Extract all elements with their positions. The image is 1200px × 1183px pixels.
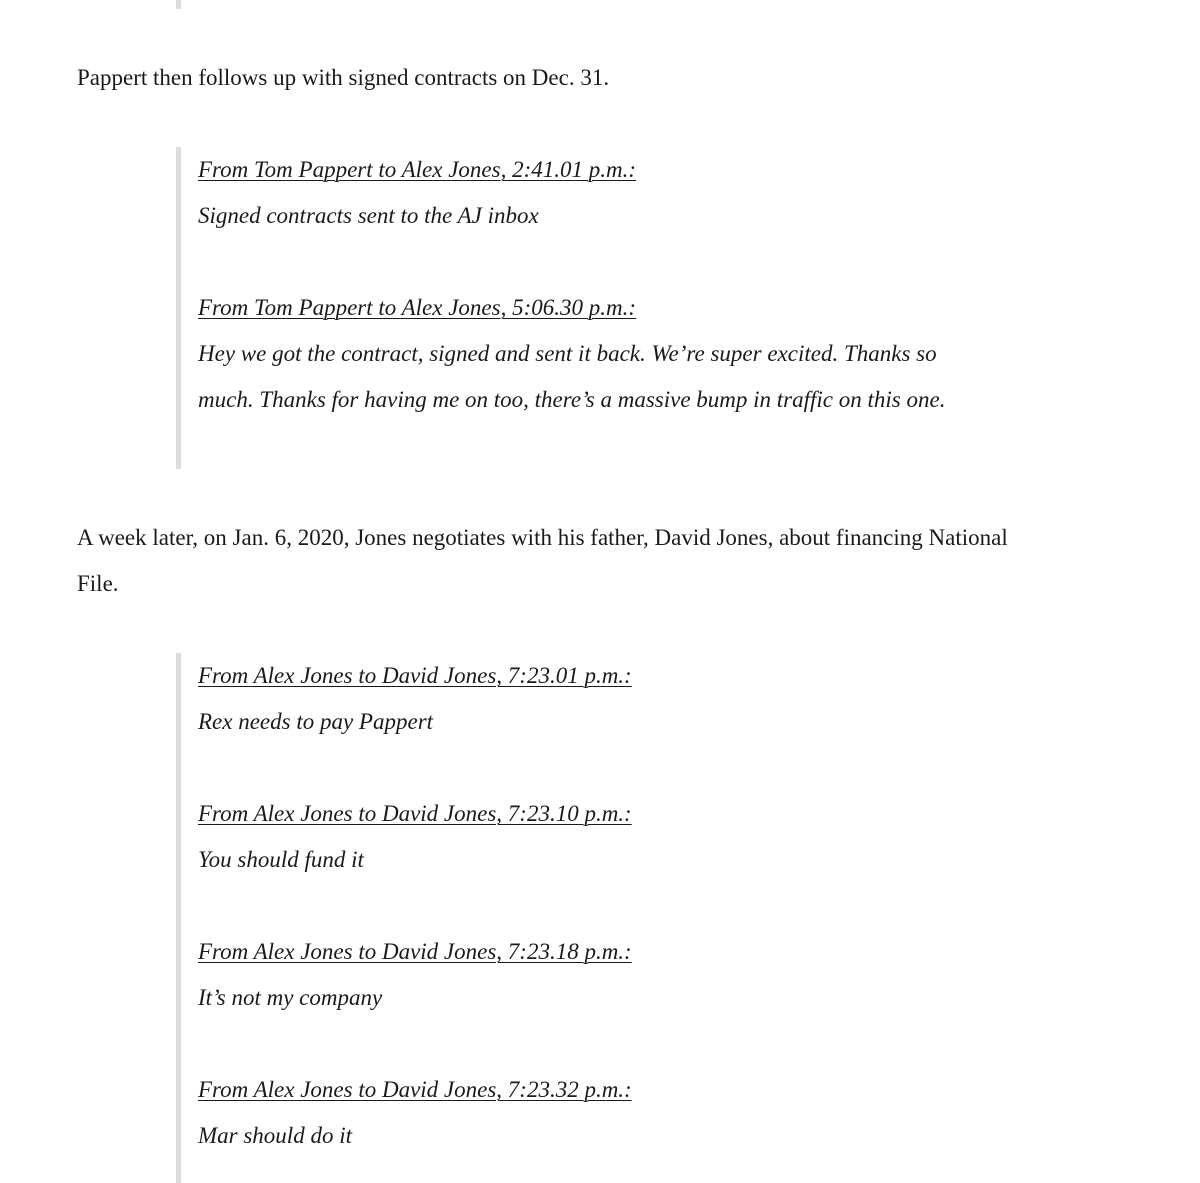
message-item: [198, 285, 1006, 423]
message-body: Hey we got the contract, signed and sent it back. We’re super excited. Thanks so much. Thanks for having me on too, there’s a massive bump in traffic on this one.: [198, 341, 946, 412]
paragraph-jan-negotiation: A week later, on Jan. 6, 2020, Jones negotiates with his father, David Jones, about financing National File.: [77, 525, 1008, 596]
paragraph-signed-contracts: Pappert then follows up with signed contracts on Dec. 31.: [77, 65, 610, 90]
message-item: [198, 929, 1006, 1021]
message-header-link[interactable]: From Tom Pappert to Alex Jones, 5:06.30 p.m.:: [198, 295, 637, 320]
message-body: Rex needs to pay Pappert: [198, 709, 434, 734]
message-header-link[interactable]: From Alex Jones to David Jones, 7:23.18 p.m.:: [198, 939, 632, 964]
message-header-link[interactable]: From Alex Jones to David Jones, 7:23.01 p.m.:: [198, 663, 632, 688]
message-body: Signed contracts sent to the AJ inbox: [198, 203, 539, 228]
message-item: [198, 1067, 1006, 1159]
message-item: [198, 147, 1006, 239]
blockquote-jones-messages: [176, 653, 1006, 1183]
message-header-link[interactable]: From Alex Jones to David Jones, 7:23.10 p.m.:: [198, 801, 632, 826]
message-header-link[interactable]: From Alex Jones to David Jones, 7:23.32 p.m.:: [198, 1077, 632, 1102]
message-body: You should fund it: [198, 847, 364, 872]
message-body: It’s not my company: [198, 985, 383, 1010]
message-body: Mar should do it: [198, 1123, 352, 1148]
previous-quote-border: [176, 0, 181, 9]
blockquote-pappert-messages: [176, 147, 1006, 469]
message-item: [198, 653, 1006, 745]
message-header-link[interactable]: From Tom Pappert to Alex Jones, 2:41.01 p.m.:: [198, 157, 637, 182]
message-item: [198, 791, 1006, 883]
